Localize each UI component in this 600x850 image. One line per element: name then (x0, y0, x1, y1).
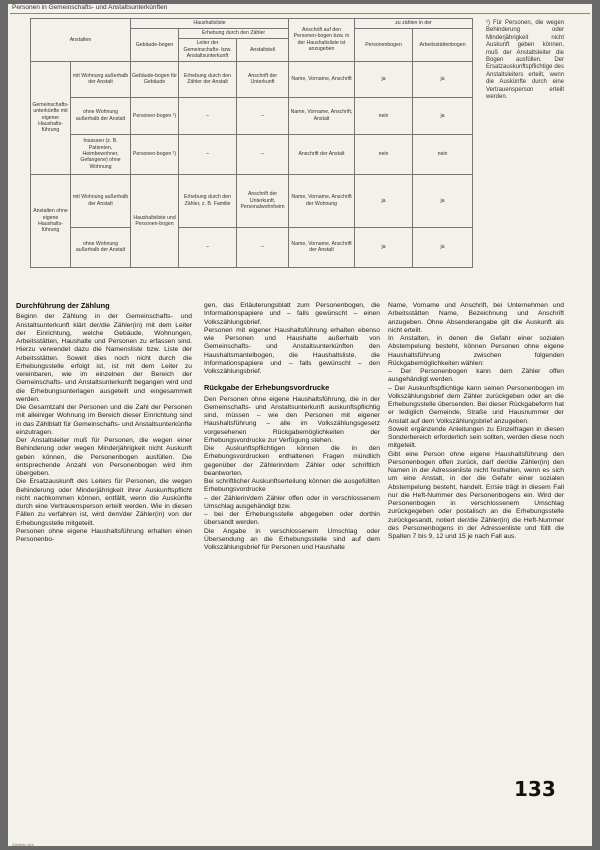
table-cell: mit Wohnung außerhalb der Anstalt (71, 61, 131, 97)
table-header-zu-zaehlen: zu zählen in der (355, 19, 473, 29)
table-cell: Anschrift der Anstalt (289, 134, 355, 174)
table-cell: nein (355, 98, 413, 134)
paragraph: In Anstalten, in denen die Gefahr einer sozialen Abstempelung besteht, können Personen ohne eigene Haushaltsführung zwischen folgenden Rückgabemöglichkeiten wählen: (388, 335, 564, 367)
paragraph: Name, Vorname und Anschrift, bei Unternehmen und Arbeitsstätten Name, Bezeichnung und Anschrift anzugeben. Ohne Absenderangabe gilt die Auskunft als nicht erteilt. (388, 302, 564, 334)
paragraph: Die Gesamtzahl der Personen und die Zahl der Personen mit alleiniger Wohnung im Bereich dieser Einrichtung sind in das Zählblatt für Gemeinschafts- und Anstaltsunterkünfte einzutragen. (16, 404, 192, 436)
table-cell: ja (413, 98, 473, 134)
table-cell: nein (355, 134, 413, 174)
text-column-1 (16, 302, 192, 544)
paragraph: Beginn der Zählung in der Gemeinschafts- und Anstaltsunterkunft klärt der/die Zähler(in) mit dem Leiter der Einrichtung, welche Gebäude, Wohnungen, Arbeitsstätten, Haushalte und Personen zu erfassen sind. Hierzu verwendet dazu die Namensliste bzw. Liste der Arbeitsstätten. Soweit dies noch nicht durch die Erhebungsstelle erfolgt ist, ist mit dem Leiter zu vereinbaren, wie im einzelnen der Bereich der Gemeinschafts- und Anstaltsunterkunft begangen wird und die Erhebungsunterlagen ausgeteilt und eingesammelt werden. (16, 313, 192, 403)
table-cell: Anschrift der Unterkunft (237, 61, 289, 97)
table-cell: nein (413, 134, 473, 174)
paragraph: Die Ersatzauskunft des Leiters für Personen, die wegen Behinderung oder Minderjährigkeit ihrer Auskunftspflicht nicht nachkommen können, entfällt, wenn die Auskünfte durch eine Vertrauensperson erteilt werden. Wie in diesen Fällen zu verfahren ist, wird dem/der Zähler(in) von der Erhebungsstelle mitgeteilt. (16, 478, 192, 527)
table-header-leiter: Leiter der Gemeinschafts- bzw. Anstaltsunterkunft (179, 39, 237, 61)
enumeration-table (30, 18, 473, 268)
table-cell: Insassen (z. B. Patienten, Heimbewohner, Gefangene) ohne Wohnung (71, 134, 131, 174)
paragraph: Die Auskunftspflichtigen können die in den Erhebungsvordrucken enthaltenen Fragen mündlich gegenüber der Zählerin/dem Zähler oder schriftlich beantworten. (204, 445, 380, 477)
paragraph: Die Angabe in verschlossenem Umschlag oder Übersendung an die Erhebungsstelle sind auf dem Volkszählungsbrief für Personen und Haushalte (204, 527, 380, 551)
table-cell: – (179, 227, 237, 267)
table-cell: Personen-bogen ¹) (131, 134, 179, 174)
paragraph: gen, das Erläuterungsblatt zum Personenbogen, die Informationspapiere und – falls gewünscht – einen Volkszählungsbrief. (204, 302, 380, 326)
table-header-anschrift: Anschrift auf den Personen-bogen bzw. in der Haushaltsliste ist anzugeben (289, 19, 355, 62)
table-cell: Haushaltsliste und Personen-bogen (131, 174, 179, 267)
paragraph: Den Personen ohne eigene Haushaltsführung, die in der Gemeinschafts- und Anstaltsunterkunft auskunftspflichtig sind, müssen – wie den Personen mit eigener Haushaltsführung – alle im Volkszählungsgesetz vorgesehenen Rückgabemöglichkeiten der Erhebungsvordrucke zur Verfügung stehen. (204, 395, 380, 444)
table-header-haushaltsliste: Haushaltsliste (131, 19, 289, 29)
table-cell: Gebäude-bogen für Gebäude (131, 61, 179, 97)
table-cell: – (179, 134, 237, 174)
table-cell: mit Wohnung außerhalb der Anstalt (71, 174, 131, 227)
table-header-gebaeude: Gebäude-bogen (131, 29, 179, 62)
paragraph: Der Anstaltsleiter muß für Personen, die wegen einer Behinderung oder wegen Minderjährigkeit nicht Auskunft geben können, die Personenbogen ausfüllen. Die entsprechende Anzahl von Personenbogen wird ihm übergeben. (16, 437, 192, 477)
table-cell: Erhebung durch den Zähler, z. B. Familie (179, 174, 237, 227)
paragraph: Bei schriftlicher Auskunftserteilung können die ausgefüllten Erhebungsvordrucke (204, 478, 380, 494)
table-cell: – (237, 134, 289, 174)
paragraph: Soweit ergänzende Anleitungen zu Einzelfragen in diesen Sonderbereich erforderlich sein sollten, werden diese noch mitgeteilt. (388, 425, 564, 450)
table-cell: – (237, 98, 289, 134)
table-cell: Name, Vorname, Anschrift, Anstalt (289, 98, 355, 134)
table-cell: Name, Vorname, Anschrift (289, 61, 355, 97)
table-header-anstaltsteil: Anstaltsteil (237, 39, 289, 61)
table-cell: ja (413, 174, 473, 227)
section-heading: Rückgabe der Erhebungsvordrucke (204, 383, 330, 393)
table-header-arbeitsstaetten: Arbeitsstättenbogen (413, 29, 473, 62)
table-cell: Personen-bogen ¹) (131, 98, 179, 134)
table-cell: ja (355, 174, 413, 227)
list-item: – der Zählerin/dem Zähler offen oder in verschlossenem Umschlag ausgehändigt bzw. (204, 494, 380, 510)
table-group-1: Gemeinschafts-unterkünfte mit eigener Haushalts-führung (31, 61, 71, 174)
table-header-anstalten: Anstalten (31, 19, 131, 62)
running-header: Personen in Gemeinschafts- und Anstaltsunterkünften (12, 4, 168, 11)
table-cell: ja (413, 227, 473, 267)
table-cell: ja (355, 61, 413, 97)
table-cell: Name, Vorname, Anschrift der Anstalt (289, 227, 355, 267)
text-column-2 (204, 302, 380, 552)
paragraph: Personen mit eigener Haushaltsführung erhalten ebenso wie Personen und Haushalte außerhalb von Gemeinschafts- und Anstaltsunterkünften den Haushaltsmantelbogen, die Haushaltsliste, die Informationspapiere und – falls gewünscht – den Volkszählungsbrief. (204, 326, 380, 375)
list-item: – Der Auskunftspflichtige kann seinen Personenbogen im Volkszählungsbrief dem Zähler zurückgeben oder an die Erhebungsstelle übersenden. Bei dieser Rückgabeform hat er lediglich Gemeinde, Straße und Hausnummer der Anstalt auf dem Volkszählungsbrief anzugeben. (388, 384, 564, 425)
table-cell: – (237, 227, 289, 267)
section-heading: Durchführung der Zählung (16, 301, 110, 310)
table-cell: Erhebung durch den Zähler der Anstalt (179, 61, 237, 97)
table-cell: ja (355, 227, 413, 267)
text-column-3 (388, 302, 564, 541)
header-rule (10, 13, 590, 14)
table-cell: ohne Wohnung außerhalb der Anstalt (71, 227, 131, 267)
table-cell: Anschrift der Unterkunft, Personalwohnheim (237, 174, 289, 227)
table-cell: Name, Vorname, Anschrift der Wohnung (289, 174, 355, 227)
document-page (8, 4, 592, 846)
table-cell: ohne Wohnung außerhalb der Anstalt (71, 98, 131, 134)
table-cell: ja (413, 61, 473, 97)
table-group-2: Anstalten ohne eigene Haushalts-führung (31, 174, 71, 267)
page-number: 133 (514, 777, 556, 801)
table-cell: – (179, 98, 237, 134)
table-header-erhebung: Erhebung durch den Zähler (179, 29, 289, 39)
list-item: – Der Personenbogen kann dem Zähler offen ausgehändigt werden. (388, 368, 564, 384)
list-item: – bei der Erhebungsstelle abgegeben oder dorthin übersandt werden. (204, 511, 380, 527)
paragraph: Gibt eine Person ohne eigene Haushaltsführung den Personenbogen offen zurück, darf der/die Zähler(in) den Namen in der Adressenliste nicht festhalten, wenn es sich um eine Anstalt, in der die Gefahr einer sozialen Abstempelung besteht, handelt. Er/sie trägt in diesem Fall nur die Heft-Nummer des Personenbogens ein. Wird der Personenbogen in verschlossenem Umschlag zurückgegeben oder postalisch an die Erhebungsstelle zurückgesandt, notiert der/die Zähler(in) die Heft-Nummer des Personenbogens in der Adressenliste und füllt die Spalten 7 bis 9, 12 und 15 je nach Fall aus. (388, 450, 564, 540)
table-footnote: ¹) Für Personen, die wegen Behinderung oder Minderjährigkeit nicht Auskunft geben können, muß der Anstaltsleiter die Bogen ausfüllen. Der Ersatzauskunftspflichtige des Anstaltsleiters erteilt, wenn die Auskünfte durch eine Vertrauensperson erteilt werden. (486, 20, 564, 101)
paragraph: Personen ohne eigene Haushaltsführung erhalten einen Personenbo- (16, 527, 192, 543)
footer-mark: Zählerin-Anl (12, 842, 34, 846)
table-header-personen: Personenbogen (355, 29, 413, 62)
